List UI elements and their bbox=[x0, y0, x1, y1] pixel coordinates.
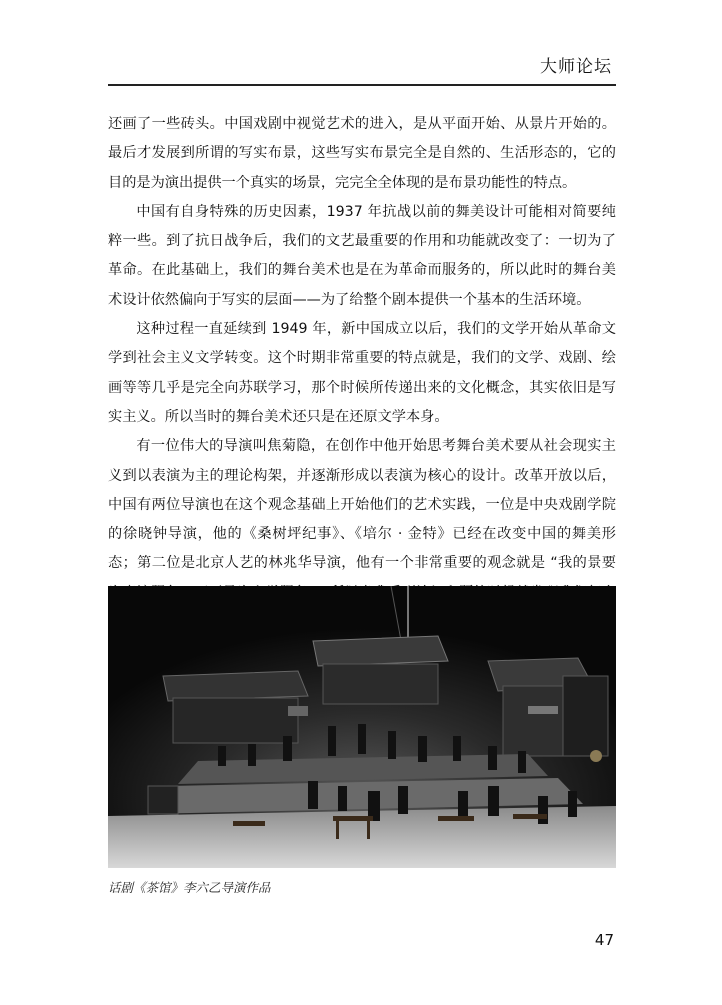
stage-photo bbox=[108, 586, 616, 868]
header-rule bbox=[108, 84, 616, 86]
page-number: 47 bbox=[594, 931, 614, 949]
figure-caption: 话剧《茶馆》李六乙导演作品 bbox=[108, 880, 271, 895]
paragraph: 这种过程一直延续到 1949 年，新中国成立以后，我们的文学开始从革命文学到社会主义文学转变。这个时期非常重要的特点就是，我们的文学、戏剧、绘画等等几乎是完全向苏联学习，那个时候所传递出来的文化概念，其实依旧是写实主义。所以当时的舞台美术还只是在还原文学本身。 bbox=[108, 321, 616, 425]
article-body bbox=[108, 110, 616, 667]
header-title: 大师论坛 bbox=[540, 57, 612, 77]
paragraph: 还画了一些砖头。中国戏剧中视觉艺术的进入，是从平面开始、从景片开始的。最后才发展到所谓的写实布景，这些写实布景完全是自然的、生活形态的，它的目的是为演出提供一个真实的场景，完完全全体现的是布景功能性的特点。 bbox=[108, 116, 616, 191]
paragraph: 有一位伟大的导演叫焦菊隐，在创作中他开始思考舞台美术要从社会现实主义到以表演为主的理论构架，并逐渐形成以表演为核心的设计。改革开放以后，中国有两位导演也在这个观念基础上开始他们的艺术实践，一位是中央戏剧学院的徐晓钟导演，他的《桑树坪纪事》、《培尔 · 金特》已经在改变中国的舞美形态；第二位是北京人艺的林兆华导演，他有一个非常重要的观念就是 “我的景要 bbox=[108, 438, 616, 572]
paragraph: 中国有自身特殊的历史因素，1937 年抗战以前的舞美设计可能相对简要纯粹一些。到了抗日战争后，我们的文艺最重要的作用和功能就改变了：一切为了革命。在此基础上，我们的舞台美术也是在为革命而服务的，所以此时的舞台美术设计依然偏向于写实的层面——为了给整个剧本提供一个基本的生活环境。 bbox=[108, 203, 616, 308]
